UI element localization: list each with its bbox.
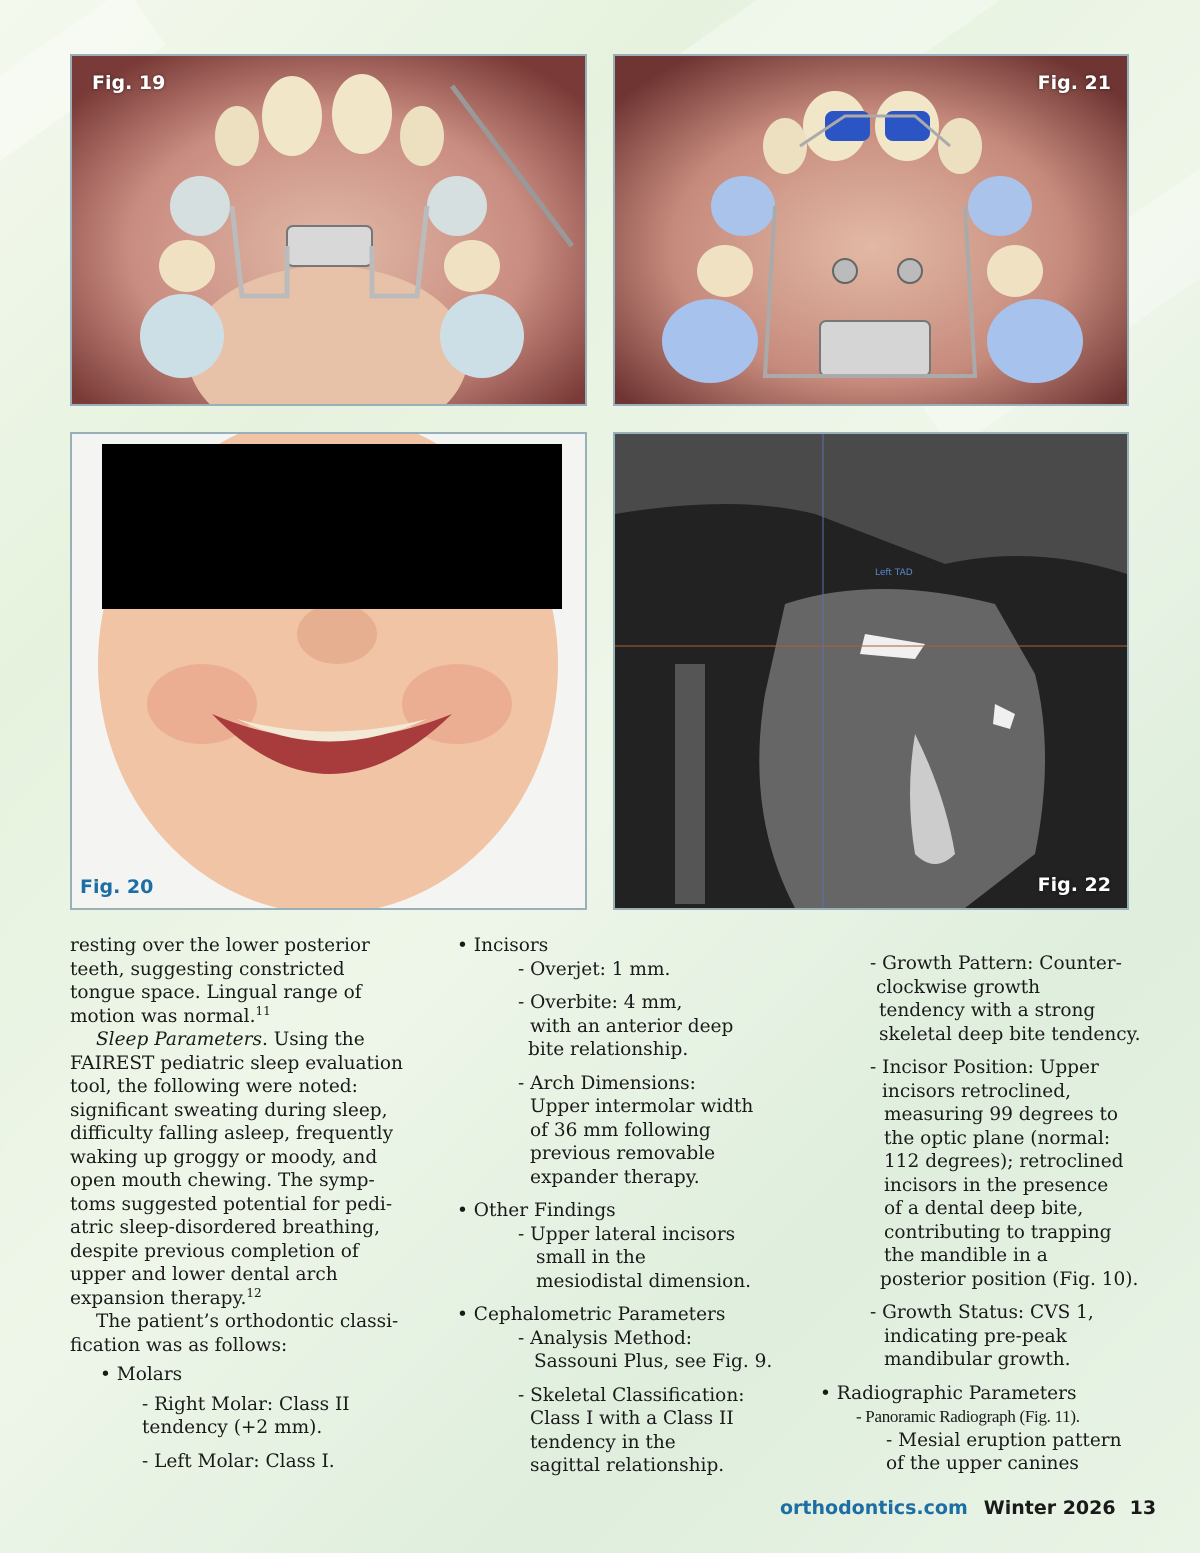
list-item: - Left Molar: Class I. <box>142 1450 335 1472</box>
paragraph-line: The patient’s orthodontic classi- <box>96 1311 399 1332</box>
list-item: - Overjet: 1 mm. <box>518 958 671 980</box>
paragraph-line: toms suggested potential for pedi- <box>70 1193 393 1215</box>
footer-issue: Winter 2026 <box>983 1497 1116 1519</box>
list-item: - Right Molar: Class II <box>142 1393 350 1415</box>
figure-22-label: Fig. 22 <box>1037 874 1111 896</box>
list-item: Sassouni Plus, see Fig. 9. <box>534 1351 773 1372</box>
list-item: - Growth Status: CVS 1, <box>870 1302 1094 1323</box>
paragraph-line: significant sweating during sleep, <box>70 1099 388 1121</box>
text-fragment: expansion therapy. <box>70 1287 247 1309</box>
list-item: clockwise growth <box>876 976 1041 998</box>
paragraph-line <box>70 1005 410 1029</box>
list-item: - Arch Dimensions: <box>518 1072 696 1094</box>
list-item: previous removable <box>530 1143 716 1164</box>
paragraph-line: upper and lower dental arch <box>70 1264 338 1285</box>
list-item: with an anterior deep <box>530 1015 734 1037</box>
figure-22-cbct <box>613 432 1129 910</box>
list-item: incisors in the presence <box>884 1174 1109 1196</box>
bullet-radiographic: • Radiographic Parameters <box>820 1382 1077 1404</box>
list-item: of a dental deep bite, <box>884 1198 1084 1219</box>
list-item: Upper intermolar width <box>530 1096 754 1117</box>
list-item: - Analysis Method: <box>518 1327 693 1349</box>
text-column-3 <box>820 952 1150 1476</box>
paragraph-line: fication was as follows: <box>70 1334 288 1356</box>
rpe-appliance-photo <box>615 56 1127 404</box>
list-item: tendency in the <box>530 1431 676 1453</box>
figure-20-label: Fig. 20 <box>80 876 154 898</box>
footer-site[interactable]: orthodontics.com <box>780 1497 968 1519</box>
list-item: mesiodistal dimension. <box>536 1270 752 1292</box>
cbct-scan-image <box>615 434 1127 908</box>
list-item: skeletal deep bite tendency. <box>879 1023 1141 1045</box>
list-item: posterior position (Fig. 10). <box>880 1268 1139 1290</box>
list-item: mandibular growth. <box>884 1349 1071 1370</box>
paragraph-line: waking up groggy or moody, and <box>70 1146 378 1168</box>
list-item: - Mesial eruption pattern <box>886 1429 1122 1451</box>
list-item: - Panoramic Radiograph (Fig. 11). <box>856 1407 1080 1426</box>
paragraph-line: difficulty falling asleep, frequently <box>70 1123 394 1144</box>
list-item: tendency (+2 mm). <box>142 1417 323 1438</box>
list-item: bite relationship. <box>528 1039 689 1060</box>
list-item: measuring 99 degrees to <box>884 1104 1119 1125</box>
text-fragment: . Using the <box>261 1029 365 1050</box>
list-item: tendency with a strong <box>879 1000 1096 1021</box>
list-item: the optic plane (normal: <box>884 1127 1111 1149</box>
text-fragment: motion was normal. <box>70 1005 256 1027</box>
list-item: the mandible in a <box>884 1245 1048 1266</box>
figure-21-label: Fig. 21 <box>1037 72 1111 94</box>
smiling-patient-photo <box>72 434 585 908</box>
list-item: expander therapy. <box>530 1166 700 1188</box>
sleep-parameters-heading: Sleep Parameters <box>96 1029 262 1050</box>
bullet-incisors: • Incisors <box>457 935 549 956</box>
list-item: - Skeletal Classification: <box>518 1384 745 1406</box>
list-item: indicating pre-peak <box>884 1325 1067 1347</box>
paragraph-line: tongue space. Lingual range of <box>70 982 362 1003</box>
figure-21-photo <box>613 54 1129 406</box>
paragraph-line: despite previous completion of <box>70 1240 359 1262</box>
page-number: 13 <box>1129 1497 1157 1519</box>
bullet-cephalometric: • Cephalometric Parameters <box>457 1304 726 1325</box>
palatal-expander-photo <box>72 56 585 404</box>
text-column-1 <box>70 934 410 1473</box>
list-item: - Incisor Position: Upper <box>870 1057 1099 1078</box>
list-item: - Upper lateral incisors <box>518 1223 736 1245</box>
paragraph-line: atric sleep-disordered breathing, <box>70 1217 380 1238</box>
list-item: incisors retroclined, <box>882 1080 1071 1102</box>
paragraph-line <box>70 1028 410 1052</box>
reference-12: 12 <box>246 1285 262 1300</box>
figure-20-photo <box>70 432 587 910</box>
list-item: sagittal relationship. <box>530 1455 725 1476</box>
paragraph-line: tool, the following were noted: <box>70 1076 358 1097</box>
list-item: of 36 mm following <box>530 1119 711 1141</box>
list-item: of the upper canines <box>886 1453 1079 1474</box>
reference-11: 11 <box>255 1003 271 1018</box>
left-tad-annotation: Left TAD <box>875 568 913 578</box>
list-item: 112 degrees); retroclined <box>884 1151 1124 1172</box>
list-item: contributing to trapping <box>884 1221 1112 1243</box>
page-footer <box>780 1497 1156 1519</box>
list-item: - Overbite: 4 mm, <box>518 992 683 1013</box>
list-item: - Growth Pattern: Counter- <box>870 953 1122 974</box>
bullet-molars: • Molars <box>100 1364 183 1385</box>
paragraph-line: resting over the lower posterior <box>70 935 370 956</box>
paragraph-line: open mouth chewing. The symp- <box>70 1170 375 1191</box>
paragraph-line <box>70 1287 410 1311</box>
figure-19-label: Fig. 19 <box>92 72 166 94</box>
figure-19-photo <box>70 54 587 406</box>
paragraph-line: FAIREST pediatric sleep evaluation <box>70 1052 403 1074</box>
list-item: small in the <box>536 1247 646 1268</box>
text-column-2 <box>457 934 787 1478</box>
paragraph-line: teeth, suggesting constricted <box>70 958 345 980</box>
bullet-other-findings: • Other Findings <box>457 1200 616 1221</box>
list-item: Class I with a Class II <box>530 1408 734 1429</box>
